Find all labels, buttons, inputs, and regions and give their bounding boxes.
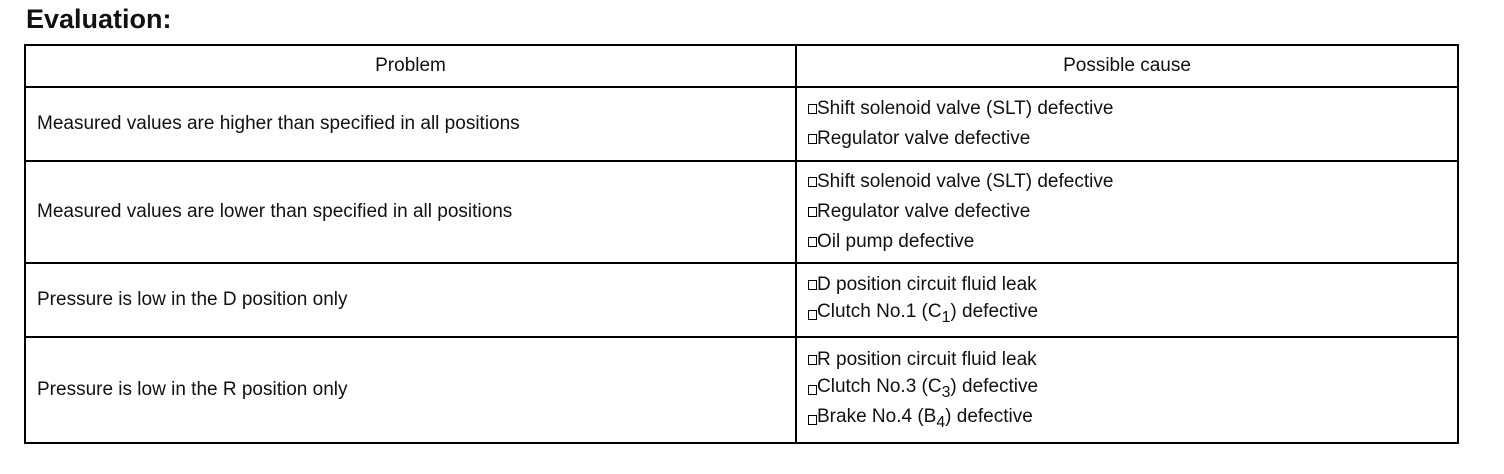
- checkbox-icon: [808, 355, 817, 365]
- checkbox-icon: [808, 207, 817, 217]
- cause-item: [808, 227, 1457, 257]
- cause-text-post: ) defective: [950, 301, 1039, 323]
- cause-text-pre: Brake No.4 (B: [817, 406, 937, 428]
- cause-item: [808, 94, 1457, 124]
- cause-text: R position circuit fluid leak: [817, 349, 1037, 370]
- cause-text: Shift solenoid valve (SLT) defective: [817, 98, 1114, 119]
- table-header-row: [25, 45, 1458, 87]
- evaluation-table: [24, 44, 1459, 444]
- cause-cell: [796, 263, 1458, 337]
- checkbox-icon: [808, 134, 817, 144]
- cause-item: [808, 300, 1457, 330]
- checkbox-icon: [808, 237, 817, 247]
- checkbox-icon: [808, 415, 817, 425]
- cause-text-post: ) defective: [950, 376, 1039, 398]
- checkbox-icon: [808, 104, 817, 114]
- cause-item: [808, 270, 1457, 300]
- cause-item: [808, 167, 1457, 197]
- problem-cell: Pressure is low in the R position only: [25, 337, 796, 443]
- table-row: [25, 161, 1458, 263]
- cause-text-post: ) defective: [945, 406, 1033, 428]
- cause-text-pre: Clutch No.3 (C: [817, 376, 942, 398]
- cause-cell: [796, 337, 1458, 443]
- table-row: [25, 87, 1458, 161]
- checkbox-icon: [808, 310, 817, 320]
- table-row: [25, 337, 1458, 443]
- cause-cell: [796, 87, 1458, 161]
- cause-text: [817, 402, 1033, 438]
- cause-item: [808, 375, 1457, 405]
- checkbox-icon: [808, 280, 817, 290]
- cause-text: Shift solenoid valve (SLT) defective: [817, 171, 1114, 192]
- subscript: 1: [941, 308, 951, 326]
- cause-text: Oil pump defective: [817, 231, 975, 252]
- subscript: 4: [936, 413, 946, 431]
- problem-cell: Measured values are lower than specified in all positions: [25, 161, 796, 263]
- cause-text-pre: Clutch No.1 (C: [817, 301, 942, 323]
- cause-text: Regulator valve defective: [817, 201, 1031, 222]
- table-row: [25, 263, 1458, 337]
- header-problem: Problem: [25, 45, 796, 87]
- checkbox-icon: [808, 385, 817, 395]
- problem-cell: Measured values are higher than specified in all positions: [25, 87, 796, 161]
- cause-text: D position circuit fluid leak: [817, 274, 1037, 295]
- cause-item: [808, 124, 1457, 154]
- cause-item: [808, 197, 1457, 227]
- cause-item: [808, 345, 1457, 375]
- cause-cell: [796, 161, 1458, 263]
- cause-text: [817, 297, 1038, 333]
- checkbox-icon: [808, 177, 817, 187]
- subscript: 3: [941, 383, 951, 401]
- cause-item: [808, 405, 1457, 435]
- problem-cell: Pressure is low in the D position only: [25, 263, 796, 337]
- cause-text: Regulator valve defective: [817, 128, 1031, 149]
- header-possible-cause: Possible cause: [796, 45, 1458, 87]
- page-heading: Evaluation:: [26, 4, 172, 34]
